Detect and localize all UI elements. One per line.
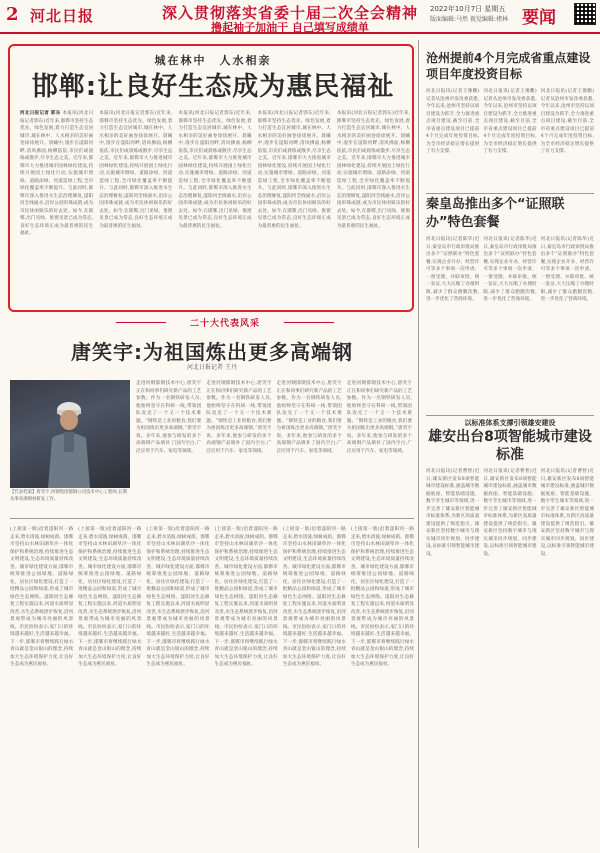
- article-body: [426, 468, 594, 848]
- article-title: 雄安出台8项智能城市建设标准: [428, 429, 592, 463]
- lead-column: [99, 110, 172, 308]
- article-column: 河北日报讯(记者曹智)近日,雄安新区发布8项智能城市建设标准,涵盖城市数据底座、智能基础设施、数字孪生城市等领域,进一步完善了雄安新区智能城市标准体系,为新区高质量建设提供了规范指引。雄安新区坚持数字城市与现实城市同步规划、同步建设,以标准引领智能城市建设。: [540, 469, 594, 557]
- feature-column: 走进河钢邯钢技术中心,唐笑宇正在和同事们研究新产品的工艺参数。作为一名钢铁研发人员,他始终坚守在科研一线,带领团队攻克了一个又一个技术难题。“钢铁是工业的粮食,我们要为祖国炼出更多高端钢。”唐笑宇说。多年来,他参与研发的多个高端钢产品填补了国内空白,广泛应用于汽车、家电等领域。: [346, 381, 412, 454]
- article-column: 河北日报讯(记者陈华)近日,秦皇岛市行政审批局推出多个“证照联办”特色套餐,实现企业开办、经营许可等多个事项一次申请、一窗受理、并联审批、统一发证,大大压缩了办理时限,减少了群众跑腿次数,进一步优化了营商环境。: [426, 237, 480, 302]
- qr-code-icon: [574, 3, 596, 25]
- lead-column: [337, 110, 410, 308]
- slogan-sub: 撸起袖子加油干 自己填写成绩单: [211, 21, 369, 34]
- lead-column: [20, 110, 93, 308]
- lead-kicker: 城在林中 人水相亲: [154, 54, 272, 67]
- divider: [426, 415, 594, 416]
- continuation-column: (上接第一版)沿着滏阳河一路走来,碧水清波,绿树成荫。邯郸市坚持山水林田湖草沙一体化保护和系统治理,持续推进生态文明建设,生态环境质量持续改善。城市绿化建设方面,邯郸市统筹推进公园绿地、道路绿化、居住区绿化建设,打造了一批精品公园和绿道,形成了城市绿色生态网络。滏阳河生态修复工程实施以来,河道水质明显改善,水生态系统逐步恢复,沿河景观带成为城市亮丽的风景线。市民纷纷表示,家门口的环境越来越好,生活越来越幸福。下一步,邯郸市将继续践行绿水青山就是金山银山的理念,持续加大生态环境保护力度,让良好生态成为惠民福祉。: [214, 527, 278, 667]
- lead-text: 本报讯(河北日报记者郭东)近年来,邯郸市坚持生态优先、绿色发展,着力打造生态宜居城市,城在林中、人水相亲的美好画卷徐徐展开。晨曦中,漫步在滏阳河畔,清风拂面,杨柳依依,市民们或晨练或散步,尽享生态之美。近年来,邯郸市大力推进城市园林绿化建设,持续开展国土绿化行动,实施城市增绿、道路添绿、河道造绿工程,全市绿化覆盖率不断提升。与此同时,邯郸市深入推进水生态治理修复,滏阳河全线通水,沿岸公园串珠成链,成为市民休闲娱乐的好去处。如今,在邯郸,出门见绿、推窗见景已成为常态,良好生态环境正成为最普惠的民生福祉。: [336, 111, 411, 229]
- continuation-column: (上接第一版)沿着滏阳河一路走来,碧水清波,绿树成荫。邯郸市坚持山水林田湖草沙一体化保护和系统治理,持续推进生态文明建设,生态环境质量持续改善。城市绿化建设方面,邯郸市统筹推进公园绿地、道路绿化、居住区绿化建设,打造了一批精品公园和绿道,形成了城市绿色生态网络。滏阳河生态修复工程实施以来,河道水质明显改善,水生态系统逐步恢复,沿河景观带成为城市亮丽的风景线。市民纷纷表示,家门口的环境越来越好,生活越来越幸福。下一步,邯郸市将继续践行绿水青山就是金山银山的理念,持续加大生态环境保护力度,让良好生态成为惠民福祉。: [282, 527, 346, 667]
- feature-banner: 二十大代表风采: [170, 316, 280, 328]
- lead-column: [258, 110, 331, 308]
- feature-column: 走进河钢邯钢技术中心,唐笑宇正在和同事们研究新产品的工艺参数。作为一名钢铁研发人员,他始终坚守在科研一线,带领团队攻克了一个又一个技术难题。“钢铁是工业的粮食,我们要为祖国炼出更多高端钢。”唐笑宇说。多年来,他参与研发的多个高端钢产品填补了国内空白,广泛应用于汽车、家电等领域。: [136, 381, 202, 454]
- lead-text: 本报讯(河北日报记者郭东)近年来,邯郸市坚持生态优先、绿色发展,着力打造生态宜居城市,城在林中、人水相亲的美好画卷徐徐展开。晨曦中,漫步在滏阳河畔,清风拂面,杨柳依依,市民们或晨练或散步,尽享生态之美。近年来,邯郸市大力推进城市园林绿化建设,持续开展国土绿化行动,实施城市增绿、道路添绿、河道造绿工程,全市绿化覆盖率不断提升。与此同时,邯郸市深入推进水生态治理修复,滏阳河全线通水,沿岸公园串珠成链,成为市民休闲娱乐的好去处。如今,在邯郸,出门见绿、推窗见景已成为常态,良好生态环境正成为最普惠的民生福祉。: [178, 111, 252, 229]
- lead-article: [8, 44, 414, 312]
- article-body: [426, 236, 594, 414]
- article-column: 河北日报讯(记者曹智)近日,雄安新区发布8项智能城市建设标准,涵盖城市数据底座、智能基础设施、数字孪生城市等领域,进一步完善了雄安新区智能城市标准体系,为新区高质量建设提供了规范指引。雄安新区坚持数字城市与现实城市同步规划、同步建设,以标准引领智能城市建设。: [483, 469, 537, 557]
- paper-logo: 河北日报: [30, 7, 95, 25]
- lead-title: 邯郸:让良好生态成为惠民福祉: [31, 72, 395, 102]
- lead-column: [178, 110, 251, 308]
- issue-date: 2022年10月7日 星期五: [430, 5, 506, 13]
- section-tag: 要闻: [522, 8, 556, 28]
- continuation-column: (上接第一版)沿着滏阳河一路走来,碧水清波,绿树成荫。邯郸市坚持山水林田湖草沙一体化保护和系统治理,持续推进生态文明建设,生态环境质量持续改善。城市绿化建设方面,邯郸市统筹推进公园绿地、道路绿化、居住区绿化建设,打造了一批精品公园和绿道,形成了城市绿色生态网络。滏阳河生态修复工程实施以来,河道水质明显改善,水生态系统逐步恢复,沿河景观带成为城市亮丽的风景线。市民纷纷表示,家门口的环境越来越好,生活越来越幸福。下一步,邯郸市将继续践行绿水青山就是金山银山的理念,持续加大生态环境保护力度,让良好生态成为惠民福祉。: [146, 527, 210, 667]
- article-column: 河北日报讯(记者陈华)近日,秦皇岛市行政审批局推出多个“证照联办”特色套餐,实现企业开办、经营许可等多个事项一次申请、一窗受理、并联审批、统一发证,大大压缩了办理时限,减少了群众跑腿次数,进一步优化了营商环境。: [483, 237, 537, 302]
- photo-caption: 【代表档案】唐笑宇,河钢集团邯钢公司技术中心工程师,长期从事高端钢材研发工作。: [10, 490, 127, 502]
- article-column: 河北日报讯(记者曹智)近日,雄安新区发布8项智能城市建设标准,涵盖城市数据底座、智能基础设施、数字孪生城市等领域,进一步完善了雄安新区智能城市标准体系,为新区高质量建设提供了规范指引。雄安新区坚持数字城市与现实城市同步规划、同步建设,以标准引领智能城市建设。: [426, 469, 480, 557]
- article-title: 沧州提前4个月完成省重点建设项目年度投资目标: [426, 51, 591, 81]
- lead-byline: 河北日报记者 郭东: [20, 111, 61, 116]
- article-title: 秦皇岛推出多个“证照联办”特色套餐: [426, 197, 565, 230]
- portrait-photo: [10, 380, 130, 488]
- continuation-block: [10, 526, 414, 848]
- continuation-column: (上接第一版)沿着滏阳河一路走来,碧水清波,绿树成荫。邯郸市坚持山水林田湖草沙一体化保护和系统治理,持续推进生态文明建设,生态环境质量持续改善。城市绿化建设方面,邯郸市统筹推进公园绿地、道路绿化、居住区绿化建设,打造了一批精品公园和绿道,形成了城市绿色生态网络。滏阳河生态修复工程实施以来,河道水质明显改善,水生态系统逐步恢复,沿河景观带成为城市亮丽的风景线。市民纷纷表示,家门口的环境越来越好,生活越来越幸福。下一步,邯郸市将继续践行绿水青山就是金山银山的理念,持续加大生态环境保护力度,让良好生态成为惠民福祉。: [350, 527, 414, 667]
- article-body: [426, 88, 594, 190]
- continuation-column: (上接第一版)沿着滏阳河一路走来,碧水清波,绿树成荫。邯郸市坚持山水林田湖草沙一体化保护和系统治理,持续推进生态文明建设,生态环境质量持续改善。城市绿化建设方面,邯郸市统筹推进公园绿地、道路绿化、居住区绿化建设,打造了一批精品公园和绿道,形成了城市绿色生态网络。滏阳河生态修复工程实施以来,河道水质明显改善,水生态系统逐步恢复,沿河景观带成为城市亮丽的风景线。市民纷纷表示,家门口的环境越来越好,生活越来越幸福。下一步,邯郸市将继续践行绿水青山就是金山银山的理念,持续加大生态环境保护力度,让良好生态成为惠民福祉。: [10, 527, 74, 667]
- feature-column: 走进河钢邯钢技术中心,唐笑宇正在和同事们研究新产品的工艺参数。作为一名钢铁研发人员,他始终坚守在科研一线,带领团队攻克了一个又一个技术难题。“钢铁是工业的粮食,我们要为祖国炼出更多高端钢。”唐笑宇说。多年来,他参与研发的多个高端钢产品填补了国内空白,广泛应用于汽车、家电等领域。: [206, 381, 272, 454]
- editors-line: 版面编辑:马然 视觉编辑:褚林: [430, 16, 508, 23]
- feature-column: 走进河钢邯钢技术中心,唐笑宇正在和同事们研究新产品的工艺参数。作为一名钢铁研发人员,他始终坚守在科研一线,带领团队攻克了一个又一个技术难题。“钢铁是工业的粮食,我们要为祖国炼出更多高端钢。”唐笑宇说。多年来,他参与研发的多个高端钢产品填补了国内空白,广泛应用于汽车、家电等领域。: [276, 381, 342, 454]
- article-column: 河北日报讯(记者王豫鹏)记者从沧州市发改委获悉,今年以来,沧州市坚持以项目建设为抓手,全力推进重点项目建设,截至目前,全市省重点建设项目已提前4个月完成年度投资目标,为全市经济稳定增长提供了有力支撑。: [540, 89, 594, 154]
- worker-figure-icon: [42, 398, 96, 488]
- divider: [10, 518, 414, 519]
- column-rule: [418, 40, 419, 848]
- feature-title: 唐笑宇:为祖国炼出更多高端钢: [71, 340, 353, 364]
- article-column: 河北日报讯(记者王豫鹏)记者从沧州市发改委获悉,今年以来,沧州市坚持以项目建设为抓手,全力推进重点项目建设,截至目前,全市省重点建设项目已提前4个月完成年度投资目标,为全市经济稳定增长提供了有力支撑。: [426, 89, 480, 154]
- article-column: 河北日报讯(记者王豫鹏)记者从沧州市发改委获悉,今年以来,沧州市坚持以项目建设为抓手,全力推进重点项目建设,截至目前,全市省重点建设项目已提前4个月完成年度投资目标,为全市经济稳定增长提供了有力支撑。: [483, 89, 537, 154]
- continuation-column: (上接第一版)沿着滏阳河一路走来,碧水清波,绿树成荫。邯郸市坚持山水林田湖草沙一体化保护和系统治理,持续推进生态文明建设,生态环境质量持续改善。城市绿化建设方面,邯郸市统筹推进公园绿地、道路绿化、居住区绿化建设,打造了一批精品公园和绿道,形成了城市绿色生态网络。滏阳河生态修复工程实施以来,河道水质明显改善,水生态系统逐步恢复,沿河景观带成为城市亮丽的风景线。市民纷纷表示,家门口的环境越来越好,生活越来越幸福。下一步,邯郸市将继续践行绿水青山就是金山银山的理念,持续加大生态环境保护力度,让良好生态成为惠民福祉。: [78, 527, 142, 667]
- slogan-main: 深入贯彻落实省委十届二次全会精神: [161, 4, 418, 22]
- feature-body: [136, 380, 412, 510]
- lead-text: 本报讯(河北日报记者郭东)近年来,邯郸市坚持生态优先、绿色发展,着力打造生态宜居城市,城在林中、人水相亲的美好画卷徐徐展开。晨曦中,漫步在滏阳河畔,清风拂面,杨柳依依,市民们或晨练或散步,尽享生态之美。近年来,邯郸市大力推进城市园林绿化建设,持续开展国土绿化行动,实施城市增绿、道路添绿、河道造绿工程,全市绿化覆盖率不断提升。与此同时,邯郸市深入推进水生态治理修复,滏阳河全线通水,沿岸公园串珠成链,成为市民休闲娱乐的好去处。如今,在邯郸,出门见绿、推窗见景已成为常态,良好生态环境正成为最普惠的民生福祉。: [99, 111, 173, 229]
- lead-text: 本报讯(河北日报记者郭东)近年来,邯郸市坚持生态优先、绿色发展,着力打造生态宜居城市,城在林中、人水相亲的美好画卷徐徐展开。晨曦中,漫步在滏阳河畔,清风拂面,杨柳依依,市民们或晨练或散步,尽享生态之美。近年来,邯郸市大力推进城市园林绿化建设,持续开展国土绿化行动,实施城市增绿、道路添绿、河道造绿工程,全市绿化覆盖率不断提升。与此同时,邯郸市深入推进水生态治理修复,滏阳河全线通水,沿岸公园串珠成链,成为市民休闲娱乐的好去处。如今,在邯郸,出门见绿、推窗见景已成为常态,良好生态环境正成为最普惠的民生福祉。: [257, 111, 331, 229]
- masthead: [0, 0, 600, 34]
- lead-text: 本报讯(河北日报记者郭东)近年来,邯郸市坚持生态优先、绿色发展,着力打造生态宜居城市,城在林中、人水相亲的美好画卷徐徐展开。晨曦中,漫步在滏阳河畔,清风拂面,杨柳依依,市民们或晨练或散步,尽享生态之美。近年来,邯郸市大力推进城市园林绿化建设,持续开展国土绿化行动,实施城市增绿、道路添绿、河道造绿工程,全市绿化覆盖率不断提升。与此同时,邯郸市深入推进水生态治理修复,滏阳河全线通水,沿岸公园串珠成链,成为市民休闲娱乐的好去处。如今,在邯郸,出门见绿、推窗见景已成为常态,良好生态环境正成为最普惠的民生福祉。: [20, 111, 94, 236]
- article-kicker: 以标准体系支撑引领雄安建设: [464, 418, 556, 427]
- article-column: 河北日报讯(记者陈华)近日,秦皇岛市行政审批局推出多个“证照联办”特色套餐,实现企业开办、经营许可等多个事项一次申请、一窗受理、并联审批、统一发证,大大压缩了办理时限,减少了群众跑腿次数,进一步优化了营商环境。: [540, 237, 594, 302]
- page-number: 2: [6, 4, 19, 25]
- lead-body: [20, 110, 410, 308]
- feature-byline: 河北日报记者 王丹: [187, 364, 237, 371]
- divider: [426, 193, 594, 194]
